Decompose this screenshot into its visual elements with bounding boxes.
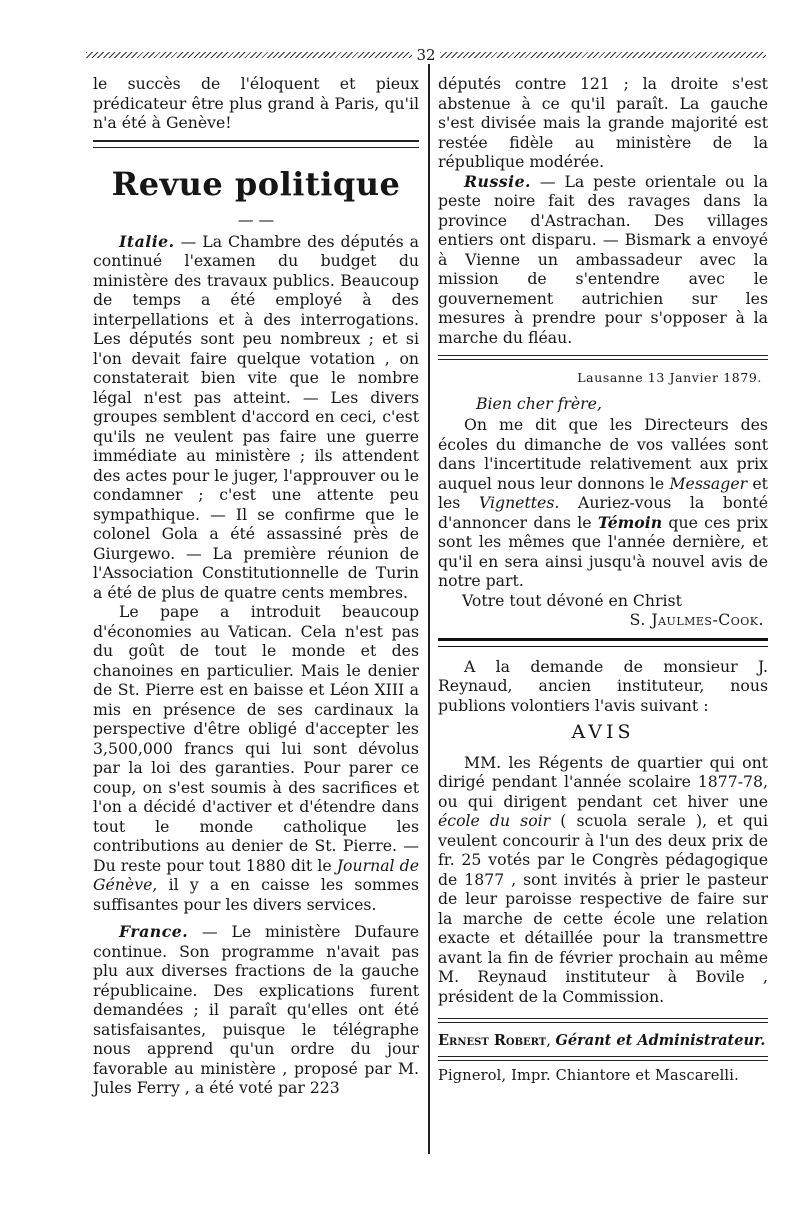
italie-text: — La Chambre des députés a continué l'examen du budget du ministère des travaux publics. Beaucoup de temps a été employé à des interpellations et à des interrogations. Les députés sont peu nombreux ; et si l'on devait faire quelque votation , on constaterait bien vite que le nombre légal n'est pas atteint. — Les divers groupes semblent d'accord en ceci, c'est qu'ils ne veulent pas faire une guerre immédiate au ministère ; ils attendent des actes pour le juger, l'approuver ou le condamner ; c'est une attente peu sympathique. — Il se confirme que le colonel Gola a été assassiné près de Giurgewo. — La première réunion de l'Association Constitutionnelle de Turin a été de plus de quatre cents membres. [93,231,419,602]
france-paragraph [93,922,419,1098]
italie-paragraph [93,232,419,603]
italie-label: Italie. [119,231,175,251]
section-title: Revue politique [111,164,401,203]
section-rule [438,1056,768,1061]
vignettes-title: Vignettes [478,493,555,512]
avis-text-1: MM. les Régents de quartier qui ont dirigé pendant l'année scolaire 1877-78, ou qui dirigent pendant cet hiver une [438,752,768,811]
column-divider [428,64,430,1154]
russie-text: — La peste orientale ou la peste noire fait des ravages dans la province d'Astrachan. Des villages entiers ont disparu. — Bismark a envoyé à Vienne un ambassadeur avec la mission de s'entendre avec le gouvernement autrichien sur les mesures à prendre pour s'opposer à la marche du fléau. [438,171,768,347]
letter-text-4: que ces prix sont les mêmes que l'année dernière, et qu'il en sera ainsi jusqu'à nouvel avis de notre part. [438,512,769,590]
avis-text-2: ( scuola serale ), et qui veulent concourir à l'un des deux prix de fr. 25 votés par le Congrès pédagogique de 1877 , sont invités à prier le pasteur de leur paroisse respective de faire sur la marche de cette école une relation exacte et détaillée pour la transmettre avant la fin de février prochain au même M. Reynaud instituteur à Bovile , président de la Commission. [438,811,769,1006]
page-number: 32 [416,46,436,64]
section-rule [438,355,768,360]
ecole-du-soir: école du soir [438,811,551,830]
letter-closing: Votre tout dévoné en Christ [462,590,682,610]
header-ornament-right [440,52,766,58]
intro-paragraph: le succès de l'éloquent et pieux prédicateur être plus grand à Paris, qu'il n'a été à Genève! [93,74,419,132]
avis-title: AVIS [571,721,635,743]
section-rule [438,1018,768,1023]
manager-role: Gérant et Administrateur. [555,1032,766,1049]
letter-signature: S. Jaulmes-Cook. [629,610,764,629]
vatican-text-a: Le pape a introduit beaucoup d'économies au Vatican. Cela n'est pas du goût de tout le monde et des chanoines en particulier. Mais le denier de St. Pierre est en baisse et Léon XIII a mis en présence de ses cardinaux la perspective d'être obligé d'accepter les 3,500,000 francs qui lui sont dévolus par la loi des garanties. Pour parer ce coup, on s'est soumis à des sacrifices et l'on a décidé d'activer et d'étendre dans tout le monde catholique les contributions au denier de St. Pierre. — Du reste pour tout 1880 dit le [93,602,419,875]
page-header [86,44,766,66]
vatican-paragraph [93,602,419,914]
printer-imprint: Pignerol, Impr. Chiantore et Mascarelli. [438,1068,739,1084]
section-rule [93,140,419,148]
letter-text-2: et les [438,473,768,512]
france-text: — Le ministère Dufaure continue. Son programme n'avait pas plu aux diverses fractions de la gauche républicaine. Des explications furent demandées ; il paraît qu'elles ont été satisfaisantes, puisque le télégraphe nous apprend qu'un ordre du jour favorable au ministère , proposé par M. Jules Ferry , a été voté par 223 [93,922,419,1097]
letter-body [438,415,768,591]
masthead-credit: Ernest Robert, Gérant et Administrateur. [438,1032,766,1049]
journal-title: Journal de Génève [93,855,420,894]
letter-salutation: Bien cher frère, [476,393,602,413]
vatican-text-b: , il y a en caisse les sommes suffisantes pour les divers services. [93,875,419,914]
temoin-title: Témoin [597,512,663,532]
letter-text-1: On me dit que les Directeurs des écoles du dimanche de vos vallées sont dans l'incertitude relativement aux prix auquel nous leur donnons le [438,415,768,493]
section-rule [438,638,768,647]
russie-paragraph [438,172,768,348]
manager-name: Ernest Robert [438,1032,547,1049]
header-ornament-left [86,52,412,58]
messager-title: Messager [669,473,748,493]
letter-text-3: . Auriez-vous la bonté d'annoncer dans le [438,493,768,532]
right-column [438,74,768,1086]
left-column [93,74,419,1098]
avis-intro: A la demande de monsieur J. Reynaud, ancien instituteur, nous publions volontiers l'avis suivant : [438,656,768,715]
france-continued: députés contre 121 ; la droite s'est abstenue à ce qu'il paraît. La gauche s'est divisée mais la grande majorité est restée fidèle au ministère de la république modérée. [438,74,768,171]
letter [438,368,768,630]
letter-dateline: Lausanne 13 Janvier 1879. [577,370,762,385]
avis-body [438,753,768,1007]
title-dash: — — [237,209,275,229]
russie-label: Russie. [464,171,532,191]
france-label: France. [119,922,189,941]
